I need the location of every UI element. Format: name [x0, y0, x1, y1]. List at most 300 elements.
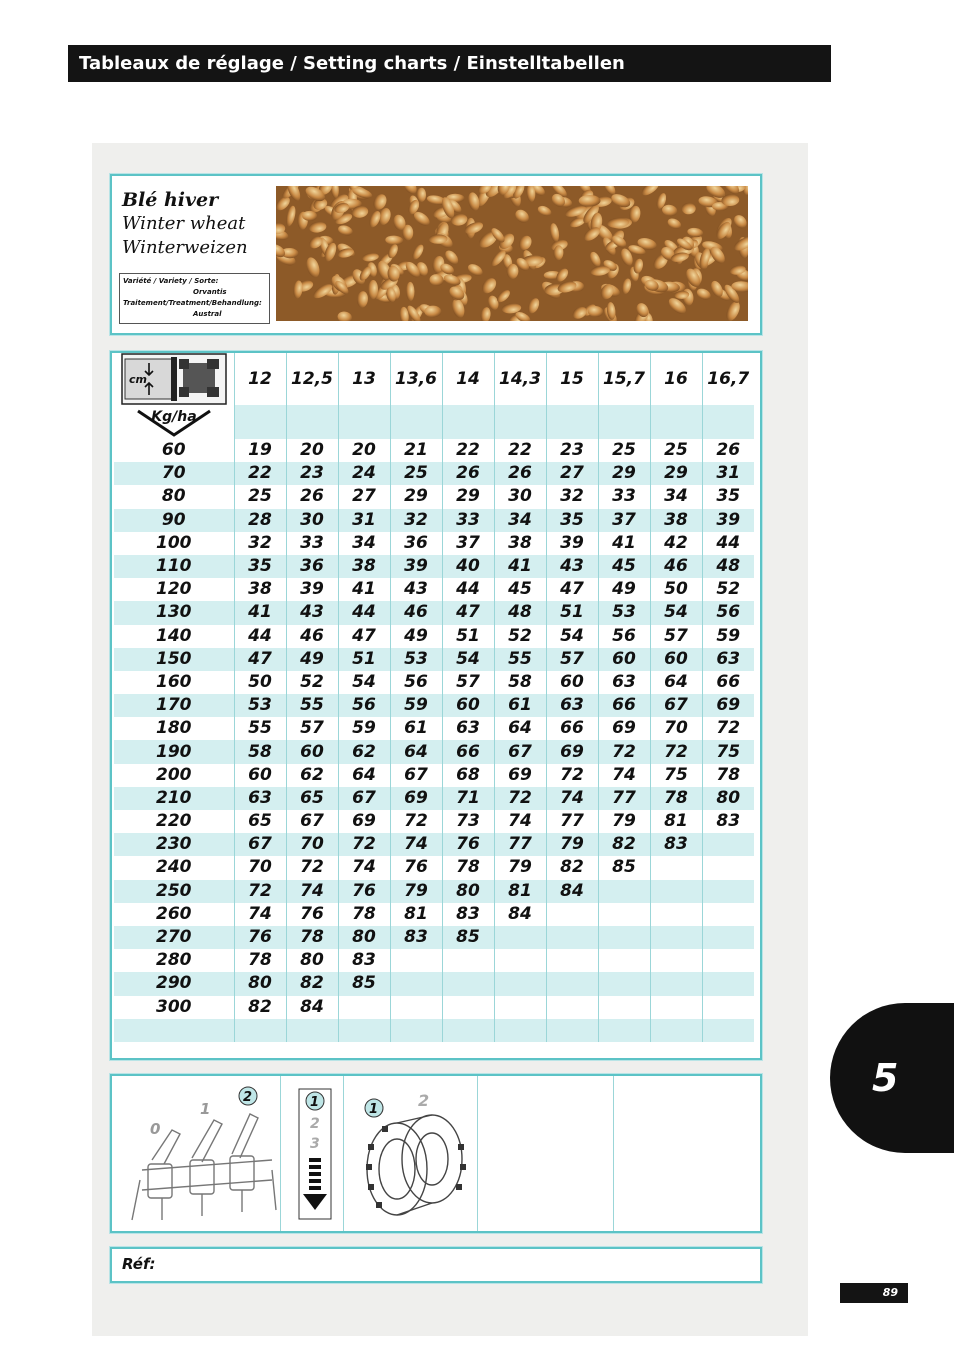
value-cell: 72	[546, 764, 598, 787]
table-row	[114, 764, 754, 787]
variety-value: Orvantis	[193, 288, 227, 296]
scale-indicator	[298, 1088, 332, 1220]
rate-cell: 220	[114, 810, 234, 833]
value-cell: 68	[442, 764, 494, 787]
value-cell: 57	[546, 648, 598, 671]
value-cell: 60	[234, 764, 286, 787]
value-cell	[702, 856, 754, 879]
value-cell: 25	[650, 439, 702, 462]
value-cell: 35	[546, 509, 598, 532]
value-cell: 56	[702, 601, 754, 624]
value-cell: 71	[442, 787, 494, 810]
value-cell: 29	[650, 462, 702, 485]
value-cell: 63	[702, 648, 754, 671]
value-cell: 65	[234, 810, 286, 833]
value-cell: 80	[338, 926, 390, 949]
value-cell	[546, 996, 598, 1019]
value-cell: 21	[390, 439, 442, 462]
spacing-cm-tractor-icon	[121, 353, 227, 405]
value-cell: 39	[702, 509, 754, 532]
value-cell	[390, 949, 442, 972]
value-cell: 61	[390, 717, 442, 740]
value-cell: 41	[234, 601, 286, 624]
value-cell: 82	[286, 972, 338, 995]
value-cell: 45	[494, 578, 546, 601]
rate-cell: 210	[114, 787, 234, 810]
value-cell: 70	[650, 717, 702, 740]
rate-cell: 270	[114, 926, 234, 949]
value-cell: 58	[494, 671, 546, 694]
rate-cell: 90	[114, 509, 234, 532]
value-cell: 70	[234, 856, 286, 879]
value-cell	[598, 949, 650, 972]
value-cell: 84	[494, 903, 546, 926]
value-cell: 22	[494, 439, 546, 462]
value-cell: 69	[390, 787, 442, 810]
crop-name-en: Winter wheat	[122, 213, 246, 234]
section-tab-number: 5	[872, 1056, 899, 1100]
svg-text:cm: cm	[128, 373, 147, 386]
value-cell: 33	[598, 485, 650, 508]
value-cell: 55	[234, 717, 286, 740]
value-cell: 78	[650, 787, 702, 810]
rate-cell: 180	[114, 717, 234, 740]
table-row	[114, 903, 754, 926]
value-cell: 57	[442, 671, 494, 694]
value-cell: 53	[234, 694, 286, 717]
table-footer-row	[114, 1019, 754, 1042]
value-cell: 59	[716, 625, 741, 646]
lever-diagram	[122, 1080, 277, 1228]
value-cell: 84	[286, 996, 338, 1019]
rate-cell: 300	[114, 996, 234, 1019]
value-cell: 69	[702, 694, 754, 717]
value-cell: 75	[650, 764, 702, 787]
value-cell: 83	[338, 949, 390, 972]
value-cell: 48	[702, 555, 754, 578]
rate-cell: 260	[114, 903, 234, 926]
value-cell: 72	[494, 787, 546, 810]
value-cell: 67	[286, 810, 338, 833]
value-cell: 54	[442, 648, 494, 671]
value-cell: 77	[598, 787, 650, 810]
value-cell: 25	[234, 485, 286, 508]
value-cell	[390, 996, 442, 1019]
value-cell: 23	[546, 439, 598, 462]
spacing-col-7: 15,7	[598, 353, 650, 405]
value-cell: 38	[650, 509, 702, 532]
value-cell: 63	[442, 717, 494, 740]
value-cell	[598, 903, 650, 926]
value-cell: 56	[598, 625, 650, 648]
value-cell: 44	[234, 625, 286, 648]
value-cell: 85	[338, 972, 390, 995]
value-cell	[650, 880, 702, 903]
value-cell: 72	[390, 810, 442, 833]
value-cell: 49	[390, 625, 442, 648]
value-cell: 78	[338, 903, 390, 926]
value-cell: 54	[650, 601, 702, 624]
value-cell: 31	[338, 509, 390, 532]
crop-name-de: Winterweizen	[122, 237, 248, 258]
rate-cell: 290	[114, 972, 234, 995]
value-cell: 45	[598, 555, 650, 578]
value-cell: 80	[234, 972, 286, 995]
value-cell: 75	[702, 740, 754, 763]
page-header	[68, 45, 831, 82]
value-cell: 80	[286, 949, 338, 972]
spacing-col-6: 15	[546, 353, 598, 405]
value-cell: 36	[390, 532, 442, 555]
value-cell: 74	[494, 810, 546, 833]
reference-panel	[110, 1247, 762, 1283]
value-cell: 66	[598, 694, 650, 717]
value-cell: 64	[390, 740, 442, 763]
value-cell	[650, 949, 702, 972]
value-cell: 60	[598, 648, 650, 671]
value-cell: 26	[442, 462, 494, 485]
value-cell: 23	[286, 462, 338, 485]
table-row	[114, 462, 754, 485]
value-cell: 77	[494, 833, 546, 856]
value-cell: 35	[716, 486, 741, 507]
value-cell: 48	[494, 601, 546, 624]
value-cell: 39	[390, 555, 442, 578]
value-cell: 67	[650, 694, 702, 717]
value-cell: 59	[390, 694, 442, 717]
value-cell: 78	[442, 856, 494, 879]
value-cell: 60	[286, 740, 338, 763]
value-cell	[546, 903, 598, 926]
value-cell: 70	[286, 833, 338, 856]
value-cell: 74	[338, 856, 390, 879]
rate-cell: 110	[114, 555, 234, 578]
value-cell	[494, 972, 546, 995]
value-cell: 39	[546, 532, 598, 555]
table-row	[114, 856, 754, 879]
table-row	[114, 694, 754, 717]
value-cell: 56	[390, 671, 442, 694]
table-row	[114, 880, 754, 903]
value-cell: 43	[390, 578, 442, 601]
value-cell: 53	[390, 648, 442, 671]
value-cell: 83	[650, 833, 702, 856]
table-row	[114, 740, 754, 763]
rate-cell: 150	[114, 648, 234, 671]
value-cell	[702, 833, 754, 856]
value-cell: 79	[598, 810, 650, 833]
value-cell: 74	[286, 880, 338, 903]
value-cell: 85	[598, 856, 650, 879]
value-cell	[702, 880, 754, 903]
value-cell: 62	[338, 740, 390, 763]
value-cell: 36	[286, 555, 338, 578]
value-cell: 49	[286, 648, 338, 671]
table-row	[114, 555, 754, 578]
value-cell: 83	[716, 811, 741, 832]
value-cell: 82	[546, 856, 598, 879]
value-cell: 66	[716, 671, 741, 692]
value-cell: 57	[650, 625, 702, 648]
value-cell: 28	[234, 509, 286, 532]
lever-pos-2: 2	[243, 1090, 253, 1105]
value-cell	[598, 880, 650, 903]
value-cell	[702, 949, 754, 972]
value-cell: 66	[442, 740, 494, 763]
spacing-col-0: 12	[234, 353, 286, 405]
scale-pos-3: 3	[310, 1136, 320, 1152]
value-cell: 69	[546, 740, 598, 763]
value-cell: 83	[390, 926, 442, 949]
value-cell: 81	[494, 880, 546, 903]
value-cell: 80	[702, 787, 754, 810]
value-cell	[442, 972, 494, 995]
unit-row	[114, 405, 754, 439]
value-cell: 69	[598, 717, 650, 740]
value-cell: 26	[494, 462, 546, 485]
value-cell: 38	[494, 532, 546, 555]
value-cell: 41	[598, 532, 650, 555]
value-cell: 24	[338, 462, 390, 485]
table-row	[114, 439, 754, 462]
treatment-value: Austral	[193, 310, 222, 318]
gear-diagram	[352, 1084, 476, 1224]
wheat-grains-photo	[276, 186, 748, 321]
value-cell: 67	[338, 787, 390, 810]
value-cell: 76	[442, 833, 494, 856]
value-cell: 20	[338, 439, 390, 462]
value-cell: 84	[546, 880, 598, 903]
spacing-col-3: 13,6	[390, 353, 442, 405]
value-cell	[494, 949, 546, 972]
rate-unit-cell	[114, 405, 234, 439]
value-cell: 49	[598, 578, 650, 601]
value-cell: 51	[442, 625, 494, 648]
rate-cell: 100	[114, 532, 234, 555]
value-cell: 66	[546, 717, 598, 740]
value-cell	[390, 972, 442, 995]
value-cell: 44	[338, 601, 390, 624]
value-cell: 47	[234, 648, 286, 671]
value-cell: 25	[390, 462, 442, 485]
value-cell	[650, 903, 702, 926]
value-cell: 32	[390, 509, 442, 532]
variety-box	[119, 273, 270, 324]
value-cell: 74	[234, 903, 286, 926]
value-cell: 79	[546, 833, 598, 856]
value-cell: 79	[390, 880, 442, 903]
wheat-grain	[579, 195, 601, 206]
value-cell: 59	[338, 717, 390, 740]
spacing-col-5: 14,3	[494, 353, 546, 405]
value-cell: 72	[338, 833, 390, 856]
value-cell: 35	[234, 555, 286, 578]
spacing-icon-cell	[114, 353, 234, 405]
value-cell: 22	[234, 462, 286, 485]
value-cell: 63	[234, 787, 286, 810]
value-cell: 82	[598, 833, 650, 856]
table-row	[114, 949, 754, 972]
rate-cell: 80	[114, 485, 234, 508]
gear-pos-1: 1	[369, 1102, 379, 1117]
value-cell: 77	[546, 810, 598, 833]
value-cell: 58	[234, 740, 286, 763]
value-cell: 83	[442, 903, 494, 926]
value-cell: 63	[546, 694, 598, 717]
rate-cell: 240	[114, 856, 234, 879]
value-cell: 60	[546, 671, 598, 694]
value-cell	[598, 996, 650, 1019]
value-cell	[442, 949, 494, 972]
value-cell: 51	[546, 601, 598, 624]
value-cell	[546, 926, 598, 949]
value-cell	[650, 996, 702, 1019]
down-arrow-icon	[134, 405, 214, 439]
value-cell: 42	[650, 532, 702, 555]
crop-name-block	[122, 188, 272, 280]
table-row	[114, 648, 754, 671]
value-cell: 47	[338, 625, 390, 648]
value-cell: 32	[234, 532, 286, 555]
value-cell: 56	[338, 694, 390, 717]
value-cell	[702, 903, 754, 926]
lever-pos-1: 1	[200, 1100, 211, 1118]
value-cell: 34	[494, 509, 546, 532]
value-cell: 41	[338, 578, 390, 601]
value-cell: 39	[286, 578, 338, 601]
reference-label: Réf:	[122, 1255, 156, 1273]
value-cell: 53	[598, 601, 650, 624]
value-cell: 73	[442, 810, 494, 833]
value-cell: 22	[442, 439, 494, 462]
value-cell: 82	[234, 996, 286, 1019]
value-cell	[494, 996, 546, 1019]
rate-cell: 190	[114, 740, 234, 763]
value-cell: 76	[390, 856, 442, 879]
treatment-label: Traitement/Treatment/Behandlung:	[123, 299, 262, 307]
seeding-rate-table	[114, 353, 754, 1042]
crop-title-panel	[110, 174, 762, 335]
value-cell: 72	[286, 856, 338, 879]
value-cell: 81	[390, 903, 442, 926]
table-row	[114, 532, 754, 555]
value-cell: 57	[286, 717, 338, 740]
value-cell: 74	[546, 787, 598, 810]
table-row	[114, 485, 754, 508]
scale-pos-1: 1	[310, 1095, 320, 1110]
value-cell: 26	[286, 485, 338, 508]
spacing-col-9: 16,7	[707, 368, 750, 389]
value-cell: 34	[650, 485, 702, 508]
rate-cell: 130	[114, 601, 234, 624]
value-cell: 33	[286, 532, 338, 555]
seeding-table-panel	[110, 351, 762, 1060]
value-cell: 20	[286, 439, 338, 462]
value-cell: 67	[494, 740, 546, 763]
value-cell	[494, 926, 546, 949]
value-cell: 51	[338, 648, 390, 671]
rate-cell: 140	[114, 625, 234, 648]
table-row	[114, 833, 754, 856]
value-cell	[598, 972, 650, 995]
value-cell: 46	[650, 555, 702, 578]
spacing-col-8: 16	[650, 353, 702, 405]
value-cell: 44	[716, 532, 741, 553]
value-cell: 72	[716, 718, 741, 739]
rate-cell: 280	[114, 949, 234, 972]
value-cell: 65	[286, 787, 338, 810]
value-cell: 60	[650, 648, 702, 671]
table-row	[114, 787, 754, 810]
value-cell: 76	[338, 880, 390, 903]
value-cell: 38	[234, 578, 286, 601]
value-cell: 25	[598, 439, 650, 462]
table-row	[114, 996, 754, 1019]
value-cell	[650, 972, 702, 995]
spacing-col-1: 12,5	[286, 353, 338, 405]
value-cell: 43	[286, 601, 338, 624]
value-cell: 76	[234, 926, 286, 949]
rate-cell: 160	[114, 671, 234, 694]
rate-cell: 250	[114, 880, 234, 903]
value-cell	[650, 926, 702, 949]
value-cell: 69	[494, 764, 546, 787]
value-cell: 72	[598, 740, 650, 763]
value-cell: 33	[442, 509, 494, 532]
spacing-col-2: 13	[338, 353, 390, 405]
value-cell: 52	[716, 579, 741, 600]
value-cell: 85	[442, 926, 494, 949]
value-cell	[598, 926, 650, 949]
value-cell: 37	[598, 509, 650, 532]
table-row	[114, 810, 754, 833]
page-number: 89	[840, 1283, 908, 1303]
divider	[343, 1076, 344, 1231]
variety-label: Variété / Variety / Sorte:	[123, 277, 219, 285]
value-cell: 30	[286, 509, 338, 532]
value-cell: 26	[716, 440, 741, 461]
value-cell: 37	[442, 532, 494, 555]
table-row	[114, 926, 754, 949]
divider	[280, 1076, 281, 1231]
value-cell	[546, 949, 598, 972]
crop-name-fr: Blé hiver	[122, 189, 219, 211]
value-cell: 78	[234, 949, 286, 972]
wheat-grain	[424, 306, 441, 318]
value-cell: 34	[338, 532, 390, 555]
value-cell	[702, 926, 754, 949]
rate-cell: 200	[114, 764, 234, 787]
table-row	[114, 578, 754, 601]
value-cell: 64	[494, 717, 546, 740]
value-cell: 29	[390, 485, 442, 508]
table-row	[114, 509, 754, 532]
spacing-col-4: 14	[442, 353, 494, 405]
settings-panel	[110, 1074, 762, 1233]
value-cell: 67	[234, 833, 286, 856]
rate-cell: 70	[114, 462, 234, 485]
value-cell: 50	[650, 578, 702, 601]
table-body	[114, 439, 754, 1019]
value-cell: 47	[546, 578, 598, 601]
value-cell: 74	[390, 833, 442, 856]
rate-cell: 170	[114, 694, 234, 717]
value-cell: 44	[442, 578, 494, 601]
value-cell: 55	[286, 694, 338, 717]
value-cell: 50	[234, 671, 286, 694]
value-cell: 47	[442, 601, 494, 624]
value-cell: 27	[338, 485, 390, 508]
